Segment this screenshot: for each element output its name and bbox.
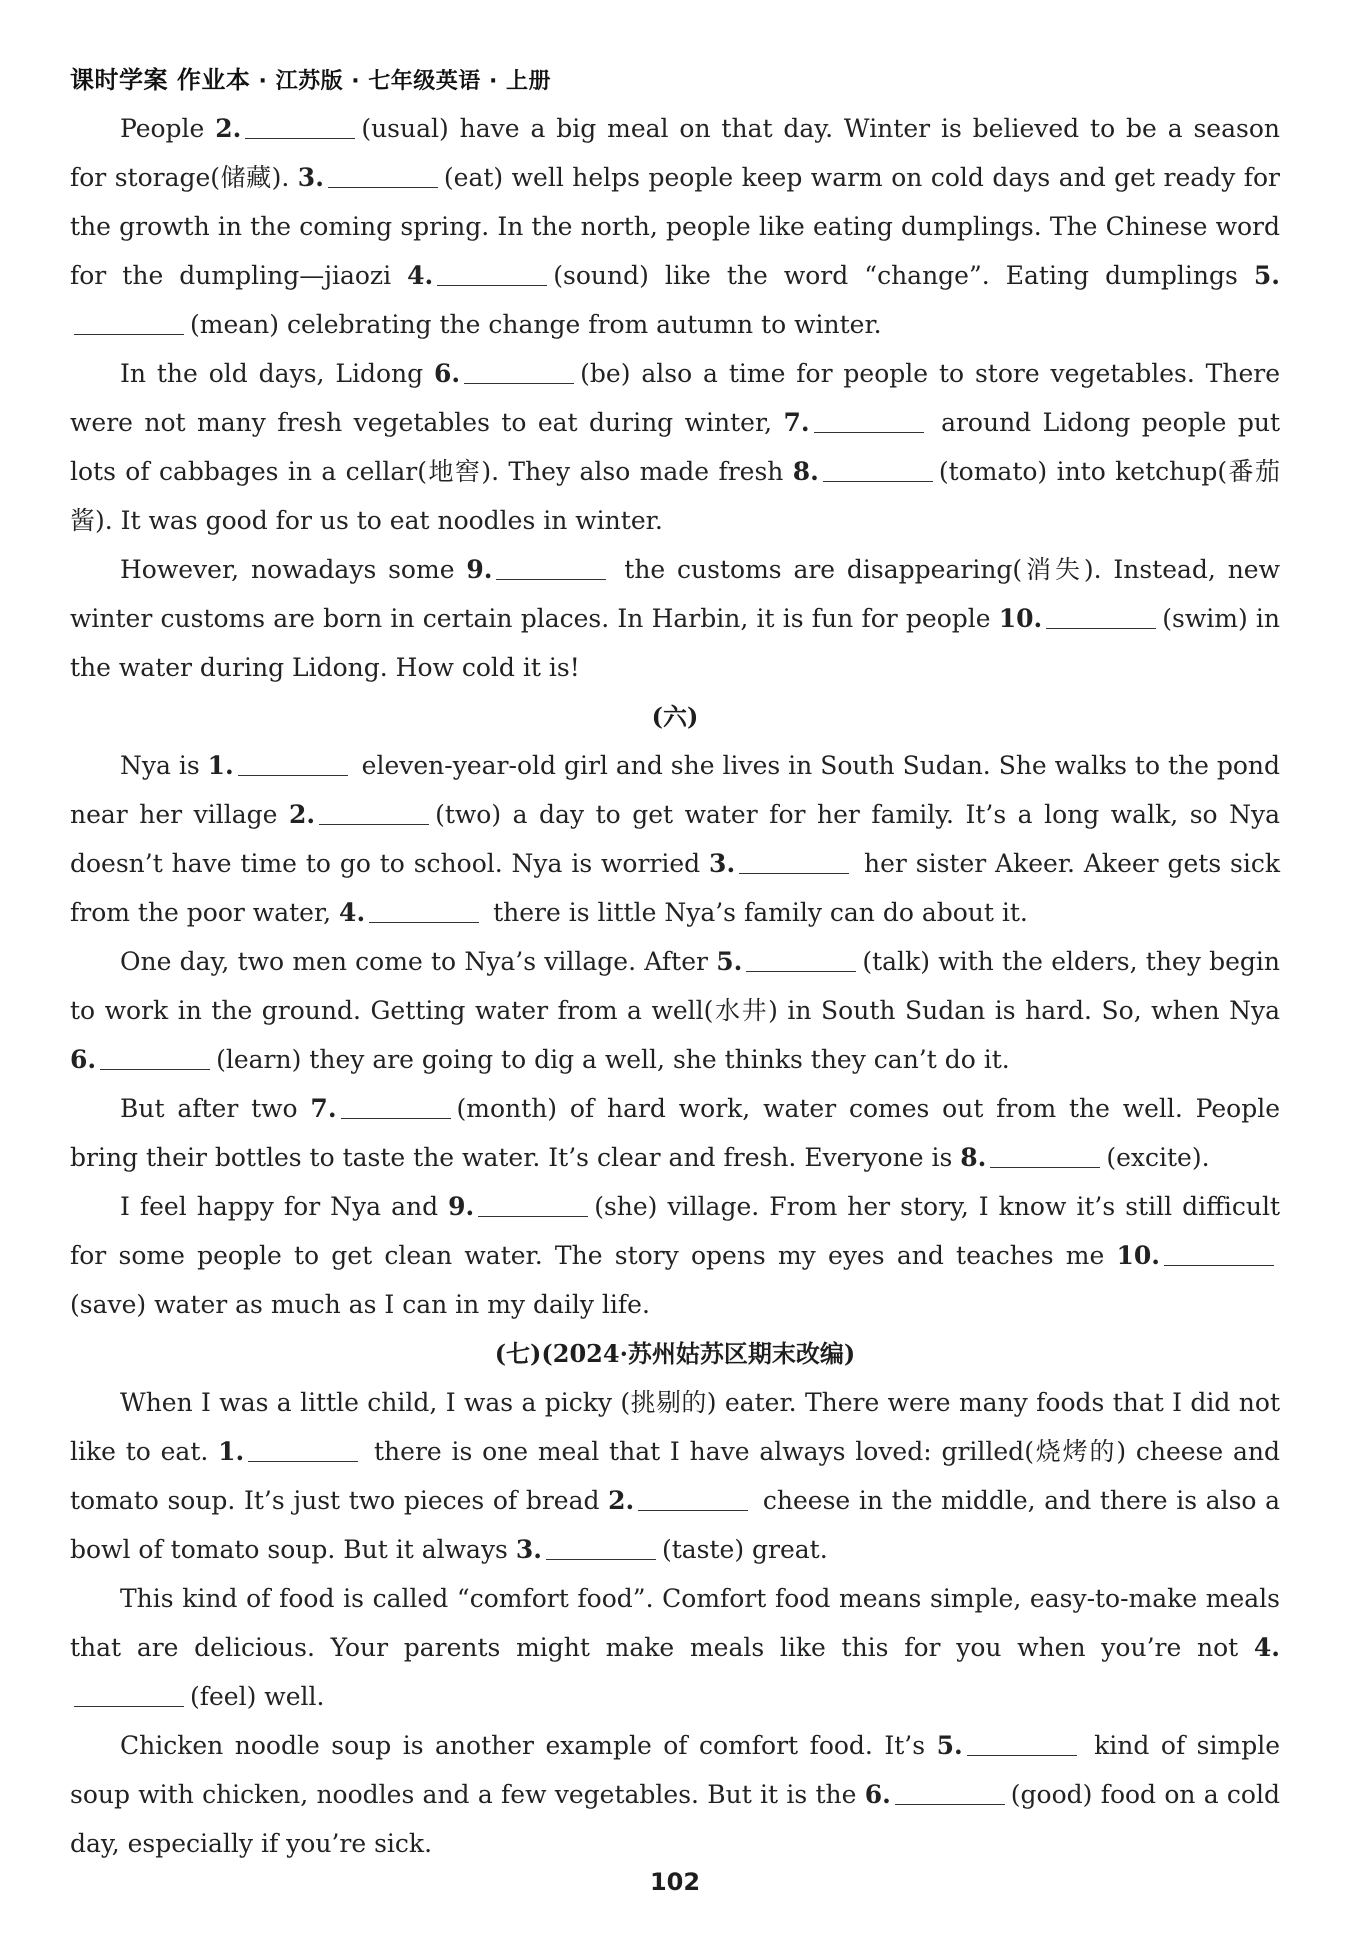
page-number: 102	[649, 1868, 701, 1896]
answer-blank[interactable]	[1164, 1239, 1274, 1266]
passage-text: there is one meal that I have always loved: grilled(烧烤的) cheese and tomato soup. It’s just two pieces of bread	[70, 1437, 1280, 1515]
question-number: 9.	[448, 1192, 475, 1221]
passage-text: there is little Nya’s family can do about it.	[485, 898, 1028, 927]
question-number: 5.	[1253, 261, 1280, 290]
question-number: 1.	[207, 751, 234, 780]
question-number: 3.	[515, 1535, 542, 1564]
header-series-title: 课时学案 作业本	[70, 66, 251, 94]
passage-text: kind of simple soup with chicken, noodles and a few vegetables. But it is the	[70, 1731, 1281, 1809]
header-grade-subject: 七年级英语	[368, 69, 481, 94]
passage-paragraph	[70, 104, 1280, 349]
question-number: 3.	[709, 849, 736, 878]
passage-text: This kind of food is called “comfort food”. Comfort food means simple, easy-to-make meals that are delicious. Your parents might make meals like this for you when you’re not	[70, 1584, 1280, 1662]
passage-text: (she) village. From her story, I know it’s still difficult for some people to get clean water. The story opens my eyes and teaches me	[70, 1192, 1280, 1270]
answer-blank[interactable]	[319, 798, 429, 825]
question-number: 10.	[998, 604, 1043, 633]
question-number: 2.	[288, 800, 316, 829]
passage-paragraph	[70, 741, 1280, 937]
passage-text: (save) water as much as I can in my daily life.	[70, 1290, 650, 1319]
passage-paragraph	[70, 1378, 1280, 1574]
header-separator: ·	[258, 69, 268, 94]
question-number: 9.	[466, 555, 493, 584]
question-number: 5.	[716, 947, 743, 976]
answer-blank[interactable]	[638, 1484, 748, 1511]
passage-text: (be) also a time for people to store vegetables. There were not many fresh vegetables to eat during winter,	[70, 359, 1280, 437]
passage-text: around Lidong people put lots of cabbages in a cellar(地窖). They also made fresh	[70, 408, 1281, 486]
passage-text: her sister Akeer. Akeer gets sick from the poor water,	[70, 849, 1281, 927]
passage-text: Chicken noodle soup is another example of comfort food. It’s	[120, 1731, 937, 1760]
answer-blank[interactable]	[895, 1778, 1005, 1805]
answer-blank[interactable]	[74, 1680, 184, 1707]
passage-text: (two) a day to get water for her family. It’s a long walk, so Nya doesn’t have time to go to school. Nya is worried	[70, 800, 1280, 878]
passage-text: However, nowadays some	[120, 555, 467, 584]
header-volume: 上册	[506, 69, 552, 94]
question-number: 3.	[297, 163, 324, 192]
answer-blank[interactable]	[248, 1435, 358, 1462]
passage-text: (tomato) into ketchup(番茄酱). It was good for us to eat noodles in winter.	[70, 457, 1280, 535]
answer-blank[interactable]	[100, 1043, 210, 1070]
page-header	[70, 60, 551, 95]
question-number: 6.	[70, 1045, 97, 1074]
answer-blank[interactable]	[328, 161, 438, 188]
passage-text: (learn) they are going to dig a well, she thinks they can’t do it.	[216, 1045, 1010, 1074]
answer-blank[interactable]	[546, 1533, 656, 1560]
section-title: (七)(2024·苏州姑苏区期末改编)	[494, 1339, 856, 1368]
passage-text: In the old days, Lidong	[120, 359, 435, 388]
exercise-content	[70, 104, 1280, 1868]
answer-blank[interactable]	[1046, 602, 1156, 629]
answer-blank[interactable]	[437, 259, 547, 286]
question-number: 5.	[936, 1731, 963, 1760]
passage-text: (eat) well helps people keep warm on cold days and get ready for the growth in the coming spring. In the north, people like eating dumplings. The Chinese word for the dumpling—jiaozi	[70, 163, 1280, 290]
passage-paragraph	[70, 937, 1280, 1084]
passage-paragraph	[70, 1084, 1280, 1182]
passage-text: the customs are disappearing(消失). Instead, new winter customs are born in certain places. In Harbin, it is fun for people	[70, 555, 1280, 633]
question-number: 8.	[792, 457, 819, 486]
passage-text: (feel) well.	[190, 1682, 325, 1711]
question-number: 8.	[960, 1143, 987, 1172]
question-number: 4.	[339, 898, 366, 927]
answer-blank[interactable]	[478, 1190, 588, 1217]
question-number: 10.	[1116, 1241, 1160, 1270]
passage-text: (talk) with the elders, they begin to work in the ground. Getting water from a well(水井) in South Sudan is hard. So, when Nya	[70, 947, 1281, 1025]
answer-blank[interactable]	[967, 1729, 1077, 1756]
question-number: 7.	[783, 408, 810, 437]
passage-paragraph	[70, 1182, 1280, 1329]
passage-text: eleven-year-old girl and she lives in South Sudan. She walks to the pond near her village	[70, 751, 1280, 829]
answer-blank[interactable]	[369, 896, 479, 923]
section-title: (六)	[651, 702, 699, 731]
answer-blank[interactable]	[245, 112, 355, 139]
answer-blank[interactable]	[823, 455, 933, 482]
question-number: 4.	[1253, 1633, 1280, 1662]
question-number: 2.	[215, 114, 242, 143]
passage-text: (good) food on a cold day, especially if you’re sick.	[70, 1780, 1280, 1858]
passage-text: But after two	[120, 1094, 311, 1123]
header-separator: ·	[488, 69, 498, 94]
answer-blank[interactable]	[739, 847, 849, 874]
passage-text: (swim) in the water during Lidong. How cold it is!	[70, 604, 1281, 682]
passage-text: (usual) have a big meal on that day. Winter is believed to be a season for storage(储藏).	[70, 114, 1280, 192]
header-separator: ·	[351, 69, 361, 94]
passage-text: (sound) like the word “change”. Eating dumplings	[553, 261, 1254, 290]
passage-text: People	[120, 114, 216, 143]
question-number: 6.	[434, 359, 461, 388]
question-number: 7.	[310, 1094, 337, 1123]
passage-text: (excite).	[1106, 1143, 1210, 1172]
answer-blank[interactable]	[464, 357, 574, 384]
passage-paragraph	[70, 1574, 1280, 1721]
passage-paragraph	[70, 545, 1280, 692]
passage-text: (taste) great.	[661, 1535, 828, 1564]
header-edition: 江苏版	[275, 69, 344, 94]
answer-blank[interactable]	[238, 749, 348, 776]
answer-blank[interactable]	[74, 308, 184, 335]
passage-paragraph	[70, 349, 1280, 545]
answer-blank[interactable]	[990, 1141, 1100, 1168]
answer-blank[interactable]	[496, 553, 606, 580]
question-number: 6.	[864, 1780, 891, 1809]
passage-text: One day, two men come to Nya’s village. After	[120, 947, 717, 976]
passage-text: cheese in the middle, and there is also a bowl of tomato soup. But it always	[70, 1486, 1280, 1564]
passage-text: I feel happy for Nya and	[120, 1192, 449, 1221]
answer-blank[interactable]	[341, 1092, 451, 1119]
passage-paragraph	[70, 1721, 1280, 1868]
question-number: 1.	[218, 1437, 245, 1466]
passage-text: (month) of hard work, water comes out from the well. People bring their bottles to taste the water. It’s clear and fresh. Everyone is	[70, 1094, 1281, 1172]
passage-text: (mean) celebrating the change from autumn to winter.	[190, 310, 882, 339]
answer-blank[interactable]	[746, 945, 856, 972]
question-number: 4.	[407, 261, 434, 290]
passage-text: When I was a little child, I was a picky (挑剔的) eater. There were many foods that I did not like to eat.	[70, 1388, 1280, 1466]
question-number: 2.	[608, 1486, 635, 1515]
answer-blank[interactable]	[814, 406, 924, 433]
passage-text: Nya is	[120, 751, 208, 780]
